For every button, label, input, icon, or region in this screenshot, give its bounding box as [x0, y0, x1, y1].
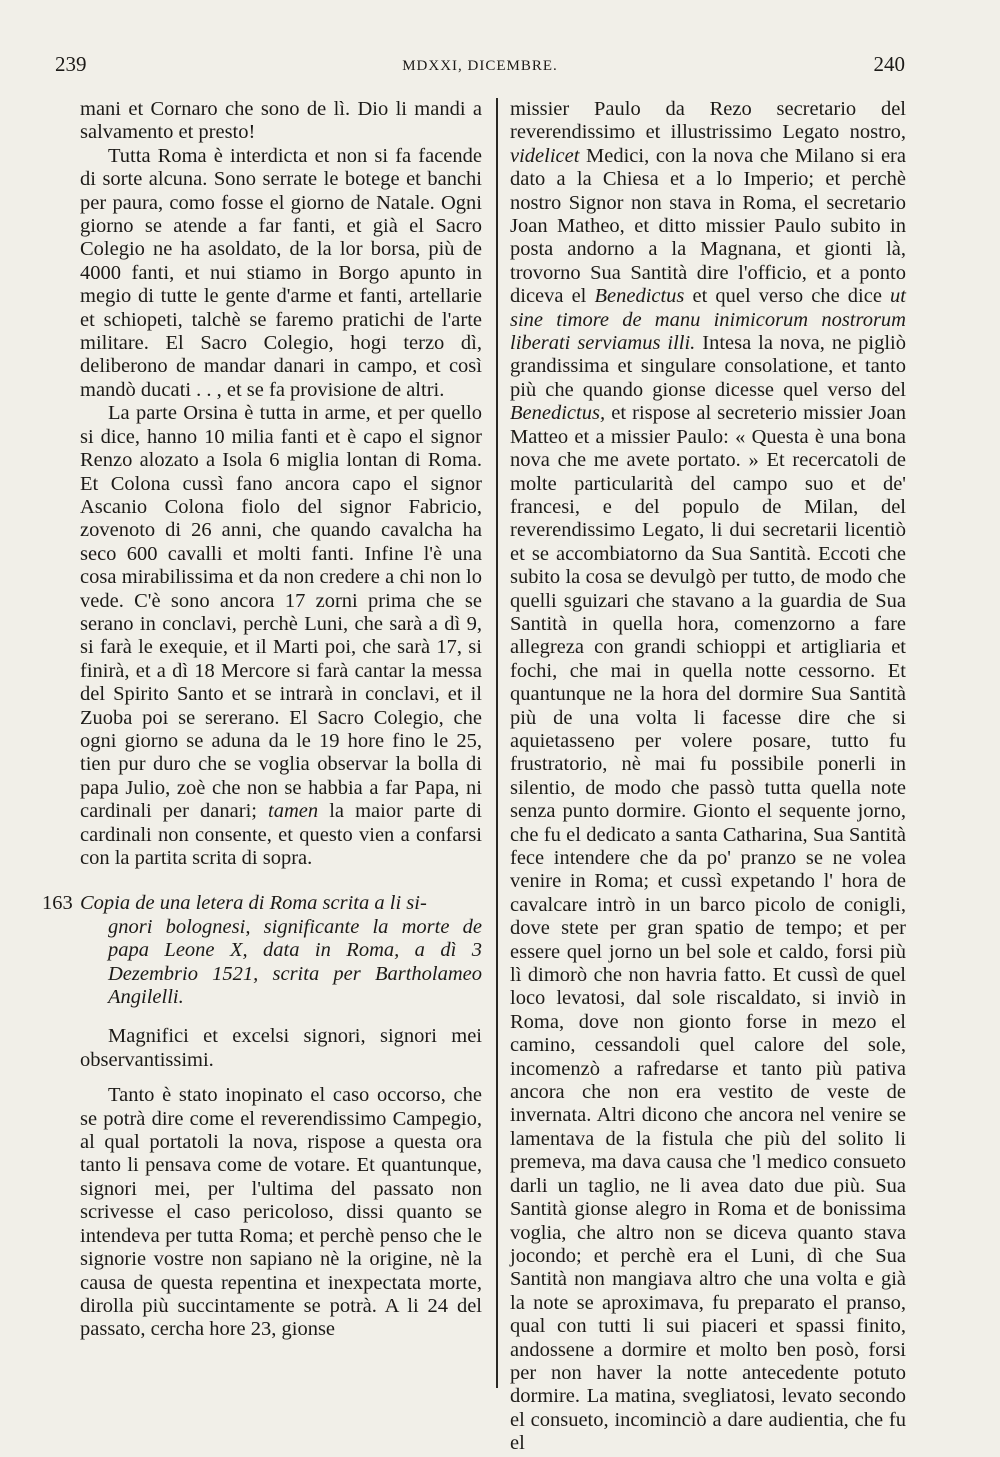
salutation: Magnifici et excelsi signori, signori mei observantissimi. — [80, 1025, 482, 1071]
text-run: et rispose al secreterio missier Joan Matteo et a missier Paulo: « Questa è una bona nova che me avete portato. » Et recercatoli de molte particularità del campo suo et de' francesi, e del populo de Milan, del reverendissimo Legato, li dui secretarii licentiò et se accombiatorno da Sua Santità. Eccoti che subito la cosa se devulgò per tutto, de modo che quelli sguizari che stavano a la guardia de Sua Santità in quella hora, comenzorno a fare allegreza con grandi schioppi et artigliaria et fochi, che mai in quella notte cessorno. Et quantunque ne la hora del dormire Sua Santità più de una volta li facesse dire che si aquietasseno per volere posare, tutto fu frustratorio, nè mai fu possibile ponerli in silentio, de modo che passò tutta quella note senza punto dormire. Gionto el sequente jorno, che fu el dedicato a santa Catharina, Sua Santità fece intendere che da po' pranzo se ne volea venire in Roma; et cussì expetando l' hora de cavalcare intrò in un barco picolo de conigli, dove stete per gran spatio de tempo; et per essere quel jorno un bel sole et caldo, forsi più lì dimorò che non havria fatto. Et cussì de quel loco levatosi, dal sole riscaldato, si inviò in Roma, dove non gionto forse in mezo el camino, cessandoli quel calore del sole, incomenzò a rafredarse et tanto più pativa ancora che non era vestito de veste de invernata. Altri dicono che ancora nel venire se lamentava de la fistula che più del solito li premeva, ma dava causa che 'l medico consueto darli un taglio, ne li avea dato due più. Sua Santità gionse alegro in Roma et de bonissima voglia, che altro non se diceva quanto stava jocondo; et perchè era el Luni, dì che Sua Santità non mangiava altro che una volta e già la note se aproximava, fu preparato el pranso, qual con tutti li sui piaceri et spassi finito, andossene a dormire et molto ben posò, forsi per non haver la notte antecedente potuto dormire. La matina, svegliatosi, levato secondo el consueto, incominciò a dare audientia, che fu el — [510, 402, 906, 1455]
italic-word: tamen — [268, 800, 319, 823]
heading-text — [80, 892, 482, 1009]
italic-word: Benedictus — [594, 285, 685, 308]
heading-continuation: gnori bolognesi, significante la morte de papa Leone X, data in Roma, a dì 3 Dezembrio 1521, scrita per Bartholameo Angilelli. — [108, 915, 482, 1009]
right-page-number: 240 — [873, 52, 905, 76]
running-title: MDXXI, DICEMBRE. — [402, 58, 558, 74]
text-run: Intesa la nova, ne pigliò grandissima et singulare consolatione, et tanto più che quando gionse dicesse quel verso del — [510, 332, 907, 401]
paragraph — [80, 402, 482, 870]
left-page-number: 239 — [55, 52, 87, 76]
italic-phrase: ut sine timore de manu inimicorum nostrorum liberati serviamus illi. — [510, 285, 906, 355]
page-header — [55, 52, 905, 92]
text-run: et quel verso che dice — [692, 285, 882, 308]
text-run: Medici, con la nova che Milano si era dato a la Chiesa et a lo Imperio; et perchè nostro Signor non stava in Roma, el secretario Joan Matheo, et ditto missier Paulo subito in posta andorno a la Magnana, et gionti là, trovorno Sua Santità dire l'officio, et a ponto diceva el — [510, 144, 906, 308]
paragraph: Tutta Roma è interdicta et non si fa facende di sorte alcuna. Sono serrate le botege et banchi per paura, como fosse el giorno de Natale. Ogni giorno se atende a far fanti, et già el Sacro Colegio ne ha asoldato, de la lor borsa, più de 4000 fanti, et nui stiamo in Borgo apunto in megio di tutte le gente d'arme et fanti, artellarie et schiopeti, talchè se faremo pratichi de l'arte militare. El Sacro Colegio, hogi terzo dì, deliberono de mandar danari in campo, et così mandò ducati . . , et se fa provisione de altri. — [80, 144, 482, 401]
letter-heading — [42, 892, 482, 1009]
paragraph: mani et Cornaro che sono de lì. Dio li mandi a salvamento et presto! — [80, 98, 482, 144]
section-number: 163 — [42, 892, 73, 915]
italic-word: Benedictus, — [510, 402, 606, 425]
paragraph: Tanto è stato inopinato el caso occorso, che se potrà dire come el reverendissimo Campegio, al qual portatoli la nova, rispose a questa ora tanto li pensava come de votare. Et quantunque, signori mei, per l'ultima del passato non scrivesse el caso pericoloso, dissi quanto se intendeva per tutta Roma; et perchè penso che le signorie vostre non sapiano nè la origine, nè la causa de questa repentina et inexpectata morte, dirolla più succintamente se potrà. A li 24 del passato, cercha hore 23, gionse — [80, 1084, 482, 1341]
italic-word: videlicet — [510, 144, 580, 167]
text-run: missier Paulo da Rezo secretario del reverendissimo et illustrissimo Legato nostro, — [510, 98, 906, 144]
left-column — [42, 98, 482, 1342]
column-divider — [496, 98, 498, 1388]
text-run: la maior parte di cardinali non consente, et questo vien a confarsi con la partita scrita di sopra. — [80, 800, 482, 869]
right-column — [510, 98, 906, 1456]
paragraph — [510, 98, 906, 1456]
text-run: La parte Orsina è tutta in arme, et per quello si dice, hanno 10 milia fanti et è capo el signor Renzo alozato a Isola 6 miglia lontan di Roma. Et Colona cussì fano ancora capo el signor Ascanio Colona fiolo del signor Fabricio, zovenoto di 26 anni, che quando cavalcha ha seco 600 cavalli et molti fanti. Infine l'è una cosa mirabilissima et da non credere a chi non lo vede. C'è sono ancora 17 zorni prima che se serano in conclavi, perchè Luni, che sarà a dì 9, si farà le exequie, et il Marti poi, che sarà 17, si finirà, et a dì 18 Mercore si farà cantar la messa del Spirito Santo et se intrarà in conclavi, et il Zuoba poi se sererano. El Sacro Colegio, che ogni giorno se aduna da le 19 hore fino le 25, tien pur duro che se voglia observar la bolla di papa Julio, zoè che non se habbia a far Papa, ni cardinali per danari; — [80, 402, 482, 823]
heading-first-line: Copia de una letera di Roma scrita a li si- — [80, 892, 427, 915]
